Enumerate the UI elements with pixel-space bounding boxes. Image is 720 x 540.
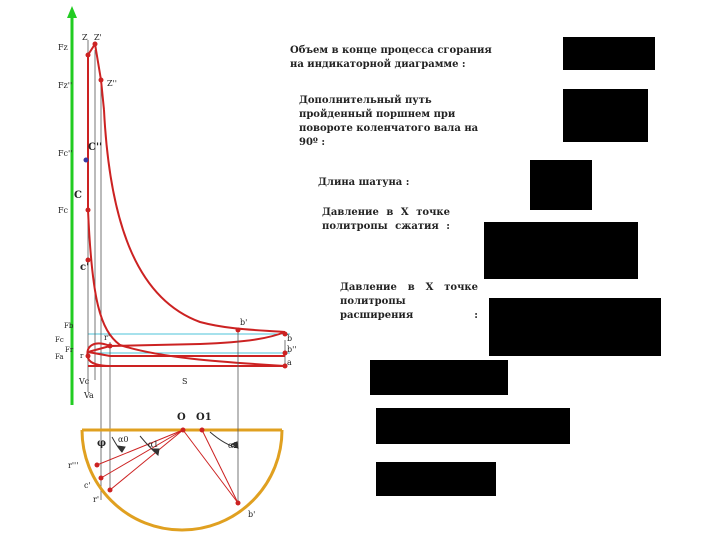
label-c1-bottom: c' bbox=[84, 481, 91, 490]
label-a: a bbox=[287, 358, 292, 367]
label-fc-low: Fc bbox=[55, 336, 64, 344]
pressure-axis-arrow bbox=[67, 6, 77, 18]
label-r1: r' bbox=[104, 333, 111, 342]
label-b1: b' bbox=[240, 318, 248, 327]
label-z: Z bbox=[82, 33, 88, 42]
label-fc: Fc bbox=[58, 206, 69, 215]
label-b1-bottom: b' bbox=[248, 510, 256, 519]
label-fz: Fz bbox=[58, 43, 68, 52]
label-r3: r''' bbox=[68, 461, 79, 470]
text-p-compress: Давление в Х точке политропы сжатия : bbox=[322, 207, 450, 232]
answer-box-2 bbox=[376, 408, 570, 444]
answer-box-expand bbox=[489, 298, 661, 356]
label-z1: Z' bbox=[94, 33, 102, 42]
label-b2: b'' bbox=[287, 345, 297, 354]
answer-box-3 bbox=[376, 462, 496, 496]
label-z2: Z'' bbox=[107, 79, 117, 88]
point-z2 bbox=[99, 78, 104, 83]
point-c2 bbox=[84, 158, 89, 163]
label-a2: α2 bbox=[228, 441, 239, 450]
answer-box-1 bbox=[370, 360, 508, 395]
point-z bbox=[86, 53, 91, 58]
point-r1 bbox=[108, 344, 113, 349]
label-s: S bbox=[182, 377, 188, 386]
text-p-expand: Давление в Х точке политропы расширения : bbox=[340, 282, 478, 321]
text-path: Дополнительный путь пройденный поршнем при повороте коленчатого вала на 90º : bbox=[299, 95, 479, 148]
label-r1-bottom: r' bbox=[93, 495, 100, 504]
answer-box-rod bbox=[530, 160, 592, 210]
text-rod: Длина шатуна : bbox=[318, 177, 410, 188]
point-r1-arc bbox=[108, 488, 113, 493]
label-r: r bbox=[80, 352, 84, 360]
answer-box-path bbox=[563, 89, 648, 142]
point-o1 bbox=[200, 428, 205, 433]
answer-box-compress bbox=[484, 222, 638, 279]
point-c1-arc bbox=[99, 476, 104, 481]
radius-c1 bbox=[101, 430, 183, 478]
label-a1: α1 bbox=[148, 440, 159, 449]
point-r3-arc bbox=[95, 463, 100, 468]
label-a0: α0 bbox=[118, 435, 129, 444]
label-b: b bbox=[287, 334, 293, 343]
label-fr: Fr bbox=[65, 346, 74, 354]
point-o bbox=[181, 428, 186, 433]
point-z1 bbox=[93, 42, 98, 47]
expansion-curve bbox=[104, 110, 285, 332]
label-phi: φ bbox=[97, 438, 107, 449]
answer-box-volume bbox=[563, 37, 655, 70]
label-vc: Vc bbox=[79, 377, 90, 386]
label-c: C bbox=[74, 190, 82, 201]
label-va: Va bbox=[84, 391, 94, 400]
label-fz2: Fz'' bbox=[58, 81, 73, 90]
point-r bbox=[86, 354, 91, 359]
label-fa: Fa bbox=[55, 353, 64, 361]
point-b1-arc bbox=[236, 501, 241, 506]
combustion-top bbox=[88, 44, 104, 110]
label-c2: C'' bbox=[88, 142, 103, 153]
label-o1: O1 bbox=[196, 412, 212, 423]
label-fc2: Fc'' bbox=[58, 149, 73, 158]
label-c1: c' bbox=[80, 262, 90, 273]
text-volume: Объем в конце процесса сгорания на индикаторной диаграмме : bbox=[290, 45, 492, 70]
point-b1 bbox=[236, 328, 241, 333]
point-c bbox=[86, 208, 91, 213]
label-o: O bbox=[177, 412, 186, 423]
label-fb: Fb bbox=[64, 322, 74, 330]
